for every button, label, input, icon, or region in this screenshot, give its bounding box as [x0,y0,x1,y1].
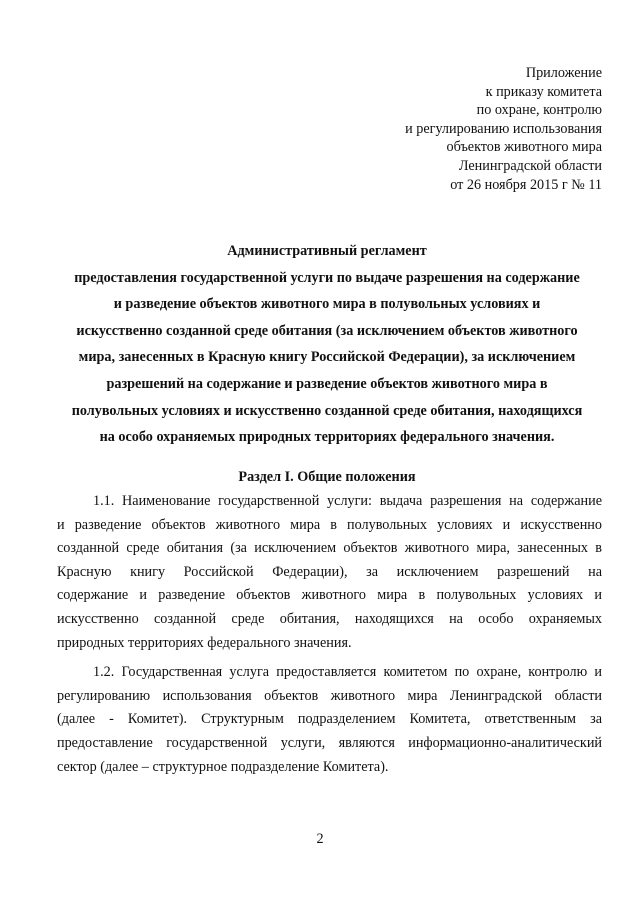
appendix-line: и регулированию использования [405,120,602,137]
appendix-line: объектов животного мира [446,139,602,156]
paragraph-1-1 [57,490,602,655]
appendix-line: по охране, контролю [476,102,602,119]
body-text [57,490,602,785]
title-line: Административный регламент [227,243,427,259]
title-line: полувольных условиях и искусственно созданной среде обитания, находящихся [71,402,583,419]
paragraph-line: (далее - Комитет). Структурным подразделением Комитета, ответственным за [57,711,602,728]
title-line: мира, занесенных в Красную книгу Российской Федерации), за исключением [78,349,576,366]
paragraph-line: содержание и разведение объектов животного мира в полувольных условиях и [57,587,602,604]
title-line: искусственно созданной среде обитания (за исключением объектов животного [76,322,578,339]
paragraph-line: 1.1. Наименование государственной услуги: выдача разрешения на содержание [93,493,602,509]
title-line: на особо охраняемых природных территориях федерального значения. [99,429,555,446]
paragraph-line: сектор (далее – структурное подразделение Комитета). [57,758,389,775]
paragraph-line: регулированию использования объектов животного мира Ленинградской области [57,687,602,704]
appendix-line: от 26 ноября 2015 г № 11 [450,176,602,193]
appendix-line: Ленинградской области [458,157,602,174]
title-line: и разведение объектов животного мира в полувольных условиях и [113,296,541,313]
paragraph-line: предоставление государственной услуги, являются информационно-аналитический [57,734,602,751]
paragraph-1-2 [57,661,602,779]
paragraph-line: и разведение объектов животного мира в полувольных условиях и искусственно [57,516,602,533]
title-line: разрешений на содержание и разведение объектов животного мира в [106,375,548,392]
appendix-line: к приказу комитета [485,83,602,100]
document-title [40,238,614,451]
paragraph-line: Красную книгу Российской Федерации), за исключением разрешений на [57,563,602,580]
section-heading: Раздел I. Общие положения [238,469,416,485]
paragraph-line: природных территориях федерального значения. [57,634,352,651]
appendix-line: Приложение [525,65,602,81]
paragraph-line: созданной среде обитания (за исключением объектов животного мира, занесенных в [57,540,602,557]
paragraph-line: 1.2. Государственная услуга предоставляется комитетом по охране, контролю и [93,664,602,681]
title-line: предоставления государственной услуги по выдаче разрешения на содержание [74,269,580,286]
page-number: 2 [316,831,324,847]
appendix-header [302,64,602,194]
paragraph-line: искусственно созданной среде обитания, находящихся на особо охраняемых [57,610,602,627]
